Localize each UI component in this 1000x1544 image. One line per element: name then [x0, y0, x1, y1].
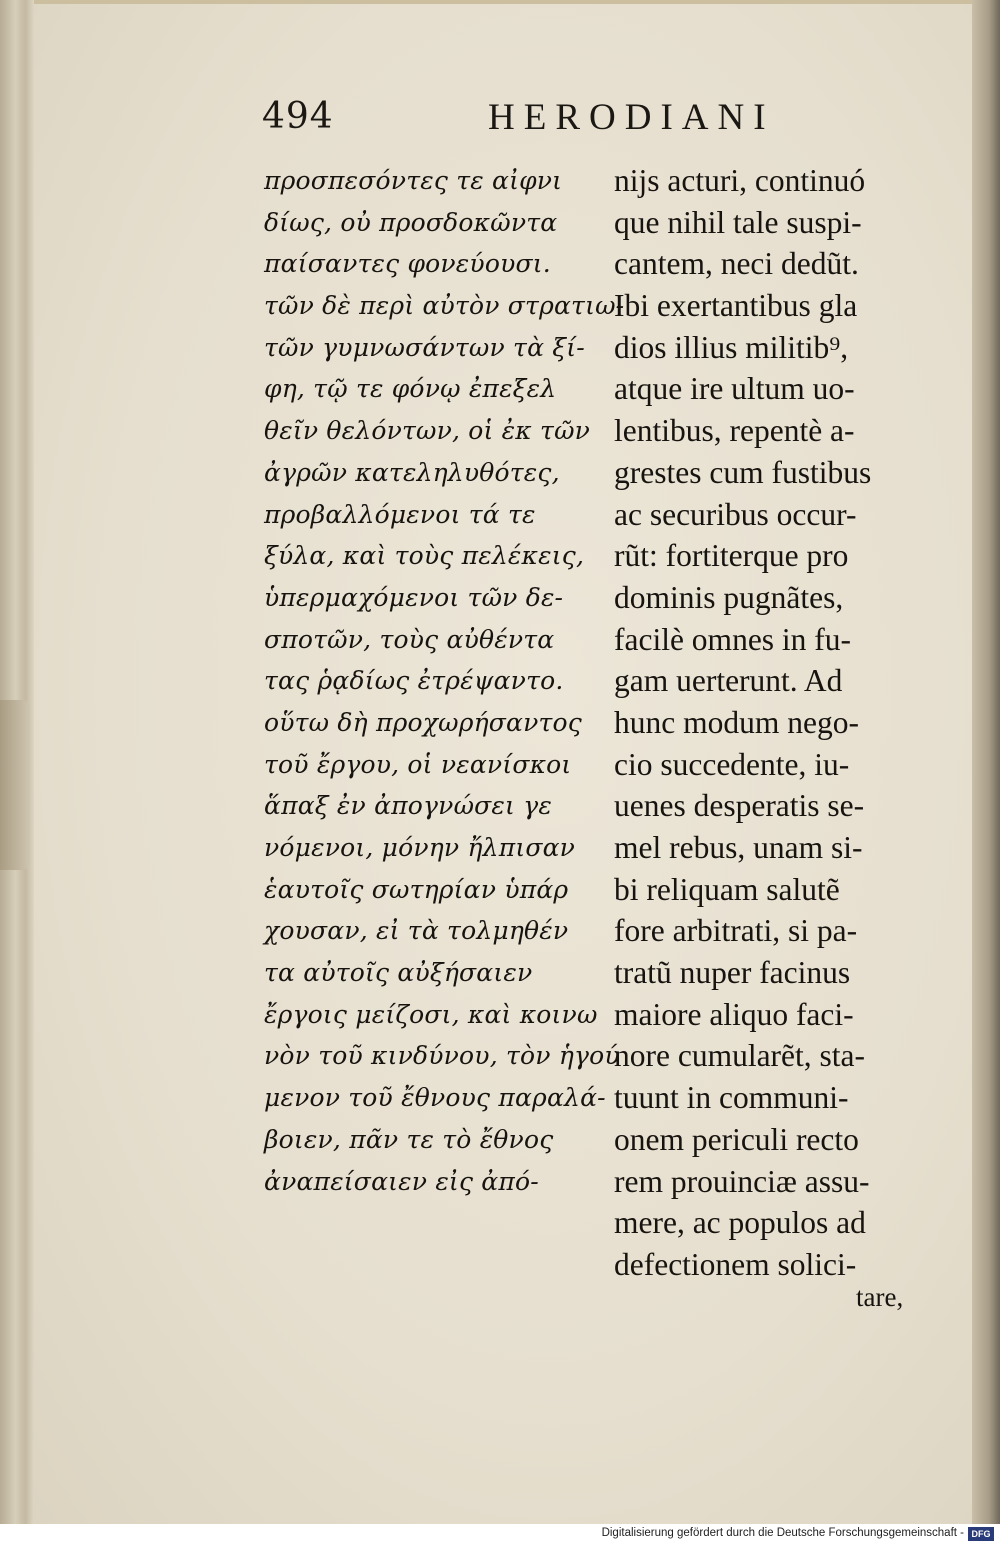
latin-text-line: hunc modum nego-	[614, 704, 859, 740]
latin-text-line: nijs acturi, continuó	[614, 163, 866, 198]
greek-text-line: ἀγρῶν κατεληλυθότες,	[264, 457, 560, 487]
greek-text-line: τας ῥᾳδίως ἐτρέψαντο.	[264, 666, 564, 696]
latin-text-line: tratũ nuper facinus	[614, 955, 851, 991]
latin-text-line: rem prouinciæ assu-	[614, 1163, 870, 1199]
latin-text-line: maiore aliquo faci-	[614, 996, 854, 1032]
greek-text-line: ξύλα, καὶ τοὺς πελέκεις,	[264, 541, 585, 571]
latin-text-line: uenes desperatis se-	[614, 788, 865, 824]
greek-text-line: τῶν γυμνωσάντων τὰ ξί-	[264, 332, 585, 362]
latin-text-line: tuunt in communi-	[614, 1080, 849, 1116]
latin-text-line: grestes cum fustibus	[614, 454, 872, 490]
latin-text-column	[614, 160, 934, 1286]
latin-text-line: que nihil tale suspi-	[614, 204, 862, 240]
latin-text-line: onem periculi recto	[614, 1121, 859, 1157]
greek-text-line: ἅπαξ ἐν ἀπογνώσει γε	[264, 791, 552, 821]
running-head: HERODIANI	[488, 97, 775, 138]
latin-text-line: gam uerterunt. Ad	[614, 663, 843, 699]
greek-text-line: φη, τῷ τε φόνῳ ἐπεξελ	[264, 374, 557, 404]
latin-text-line: dominis pugnãtes,	[614, 579, 844, 615]
greek-text-line: σποτῶν, τοὺς αὐθέντα	[264, 624, 555, 654]
latin-text-line: cantem, neci dedũt.	[614, 246, 859, 282]
latin-text-line: cio succedente, iu-	[614, 746, 850, 782]
latin-text-line: defectionem solici-	[614, 1246, 857, 1282]
greek-text-line: βοιεν, πᾶν τε τὸ ἔθνος	[264, 1124, 554, 1154]
greek-text-line: τα αὐτοῖς αὐξήσαιεν	[264, 958, 533, 988]
greek-text-line: προβαλλόμενοι τά τε	[264, 499, 536, 529]
greek-text-line: θεῖν θελόντων, οἱ ἐκ τῶν	[264, 416, 591, 446]
greek-text-line: δίως, οὐ προσδοκῶντα	[264, 207, 558, 237]
top-edge-strip	[34, 0, 972, 4]
latin-text-line: Ibi exertantibus gla	[614, 288, 858, 324]
latin-text-line: fore arbitrati, si pa-	[614, 913, 858, 949]
digitization-credit: Digitalisierung gefördert durch die Deutsche Forschungsgemeinschaft -	[601, 1527, 964, 1539]
greek-text-line: ἑαυτοῖς σωτηρίαν ὑπάρ	[264, 874, 569, 904]
latin-text-line: rũt: fortiterque pro	[614, 538, 849, 574]
latin-text-line: ac securibus occur-	[614, 496, 857, 532]
book-right-edge	[972, 0, 1000, 1524]
gutter-clasp	[0, 700, 30, 870]
latin-text-line: nore cumularẽt, sta-	[614, 1038, 866, 1074]
greek-text-line: τοῦ ἔργου, οἱ νεανίσκοι	[264, 749, 572, 779]
greek-text-line: χουσαν, εἰ τὰ τολμηθέν	[264, 916, 569, 946]
greek-text-line: νόμενοι, μόνην ἤλπισαν	[264, 833, 576, 862]
page-number: 494	[262, 96, 334, 137]
latin-text-line: mere, ac populos ad	[614, 1205, 866, 1241]
greek-text-column	[264, 160, 625, 1202]
greek-text-line: μενον τοῦ ἔθνους παραλά-	[264, 1083, 606, 1113]
catchword: tare,	[856, 1282, 904, 1312]
greek-text-line: οὕτω δὴ προχωρήσαντος	[264, 707, 583, 737]
latin-text-line: bi reliquam salutẽ	[614, 871, 840, 907]
greek-text-line: ἀναπείσαιεν εἰς ἀπό-	[264, 1166, 539, 1196]
greek-text-line: προσπεσόντες τε αἰφνι	[264, 166, 563, 195]
latin-text-line: facilè omnes in fu-	[614, 621, 852, 657]
latin-text-line: mel rebus, unam si-	[614, 830, 863, 865]
latin-text-line: lentibus, repentè a-	[614, 413, 855, 449]
greek-text-line: τῶν δὲ περὶ αὐτὸν στρατιω-	[264, 291, 625, 321]
greek-text-line: ἔργοις μείζοσι, καὶ κοινω	[264, 999, 598, 1029]
latin-text-line: atque ire ultum uo-	[614, 371, 855, 407]
dfg-logo: DFG	[968, 1527, 994, 1541]
page-header	[262, 96, 822, 156]
greek-text-line: νὸν τοῦ κινδύνου, τὸν ἡγού	[264, 1041, 620, 1071]
greek-text-line: παίσαντες φονεύουσι.	[264, 249, 551, 279]
greek-text-line: ὑπερμαχόμενοι τῶν δε-	[264, 582, 564, 612]
latin-text-line: dios illius militib⁹,	[614, 329, 849, 365]
